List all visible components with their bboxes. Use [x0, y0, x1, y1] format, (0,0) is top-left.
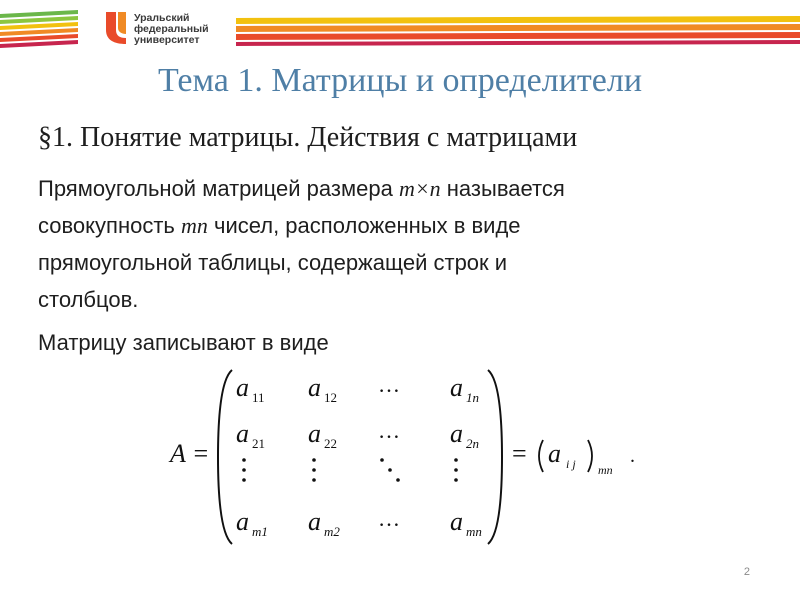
slide-header [0, 0, 800, 58]
university-logo [104, 10, 130, 46]
definition-paragraph [38, 170, 758, 318]
slide-title: Тема 1. Матрицы и определители [157, 62, 643, 99]
entry-a22-index: 22 [324, 436, 337, 451]
entry-dots-row3: … [378, 506, 400, 531]
rhs-entry-base: a [548, 439, 561, 468]
definition-line-4: столбцов. [38, 287, 139, 312]
matrix-intro-text: Матрицу записывают в виде [38, 330, 329, 355]
entry-a11-base: a [236, 373, 249, 402]
entry-a12-base: a [308, 373, 321, 402]
formula-period: . [630, 445, 635, 467]
entry-a11-index: 11 [252, 390, 265, 405]
matrix-lhs: A = [170, 439, 210, 468]
entry-amn-base: a [450, 507, 463, 536]
matrix-formula [160, 362, 660, 552]
entry-am2-base: a [308, 507, 321, 536]
definition-line-2: совокупность mn чисел, расположенных в виде [38, 213, 521, 238]
definition-line-1: Прямоугольной матрицей размера m×n называется [38, 176, 565, 201]
page-number: 2 [743, 566, 750, 578]
rhs-open-paren [539, 440, 543, 472]
vertical-dots [242, 458, 458, 482]
rhs-close-paren [588, 440, 592, 472]
definition-line-3: прямоугольной таблицы, содержащей строк и [38, 250, 508, 275]
left-bracket [218, 370, 232, 544]
right-bracket [488, 370, 502, 544]
entry-a2n-base: a [450, 419, 463, 448]
entry-amn-index: mn [466, 524, 482, 539]
university-name: Уральский федеральный университет [134, 12, 209, 46]
entry-a21-base: a [236, 419, 249, 448]
equals-sign: = [512, 439, 527, 468]
entry-a1n-base: a [450, 373, 463, 402]
entry-dots-row2: … [378, 418, 400, 443]
entry-a21-index: 21 [252, 436, 265, 451]
entry-am1-base: a [236, 507, 249, 536]
entry-a1n-index: 1n [466, 390, 479, 405]
entry-a22-base: a [308, 419, 321, 448]
rhs-size-sub: mn [598, 463, 613, 477]
entry-am1-index: m1 [252, 524, 268, 539]
entry-am2-index: m2 [324, 524, 340, 539]
entry-dots-row1: … [378, 372, 400, 397]
diagonal-dots [380, 458, 400, 482]
entry-a2n-index: 2n [466, 436, 479, 451]
rhs-entry-index: i j [566, 457, 576, 471]
section-heading: §1. Понятие матрицы. Действия с матрицами [38, 122, 578, 153]
entry-a12-index: 12 [324, 390, 337, 405]
